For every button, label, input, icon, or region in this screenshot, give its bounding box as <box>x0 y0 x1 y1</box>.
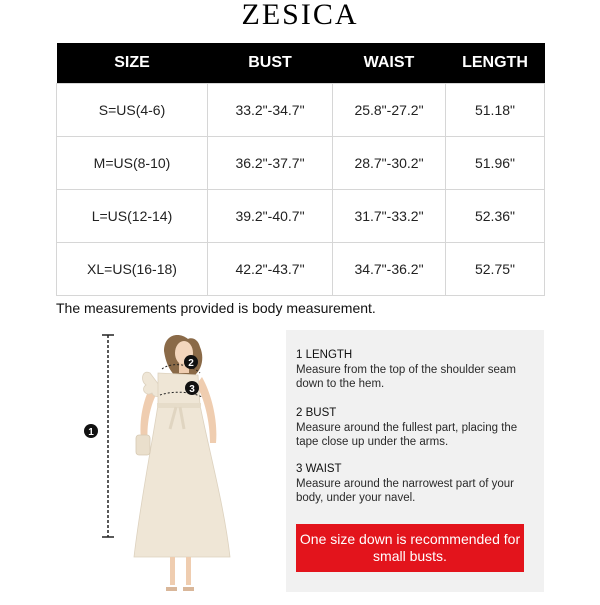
header-waist: WAIST <box>333 43 446 84</box>
table-row <box>57 137 545 190</box>
cell-size: M=US(8-10) <box>57 137 208 190</box>
length-instruction <box>296 348 536 392</box>
length-title: 1 LENGTH <box>296 349 353 361</box>
cell-bust: 42.2"-43.7" <box>208 243 333 296</box>
table-row <box>57 243 545 296</box>
waist-instruction <box>296 462 536 506</box>
header-length: LENGTH <box>446 43 545 84</box>
cell-waist: 25.8"-27.2" <box>333 84 446 137</box>
dress-illustration <box>80 325 240 600</box>
cell-length: 52.36" <box>446 190 545 243</box>
cell-waist: 34.7"-36.2" <box>333 243 446 296</box>
marker-1-label: 1 <box>88 427 94 438</box>
cell-length: 51.18" <box>446 84 545 137</box>
waist-title: 3 WAIST <box>296 463 342 475</box>
cell-length: 52.75" <box>446 243 545 296</box>
cell-size: XL=US(16-18) <box>57 243 208 296</box>
brand-logo: ZESICA <box>241 0 359 31</box>
bust-title: 2 BUST <box>296 407 337 419</box>
cell-size: S=US(4-6) <box>57 84 208 137</box>
clutch-bag <box>136 435 150 455</box>
size-chart-table <box>56 43 545 296</box>
table-row <box>57 190 545 243</box>
length-description: Measure from the top of the shoulder seam down to the hem. <box>296 363 516 390</box>
bust-description: Measure around the fullest part, placing the tape close up under the arms. <box>296 421 518 448</box>
shoes <box>166 587 194 591</box>
marker-2-label: 2 <box>188 358 194 369</box>
measurement-note: The measurements provided is body measurement. <box>56 300 376 316</box>
cell-waist: 28.7"-30.2" <box>333 137 446 190</box>
table-row <box>57 84 545 137</box>
header-bust: BUST <box>208 43 333 84</box>
cell-bust: 39.2"-40.7" <box>208 190 333 243</box>
bust-instruction <box>296 406 536 450</box>
marker-3-label: 3 <box>189 384 195 395</box>
cell-bust: 36.2"-37.7" <box>208 137 333 190</box>
cell-size: L=US(12-14) <box>57 190 208 243</box>
size-warning-banner: One size down is recommended for small busts. <box>296 524 524 572</box>
waist-description: Measure around the narrowest part of your body, under your navel. <box>296 477 514 504</box>
cell-bust: 33.2"-34.7" <box>208 84 333 137</box>
cell-waist: 31.7"-33.2" <box>333 190 446 243</box>
measurement-guide-panel <box>286 330 544 592</box>
dress-figure-svg <box>80 325 240 600</box>
header-size: SIZE <box>57 43 208 84</box>
cell-length: 51.96" <box>446 137 545 190</box>
table-header-row <box>57 43 545 84</box>
